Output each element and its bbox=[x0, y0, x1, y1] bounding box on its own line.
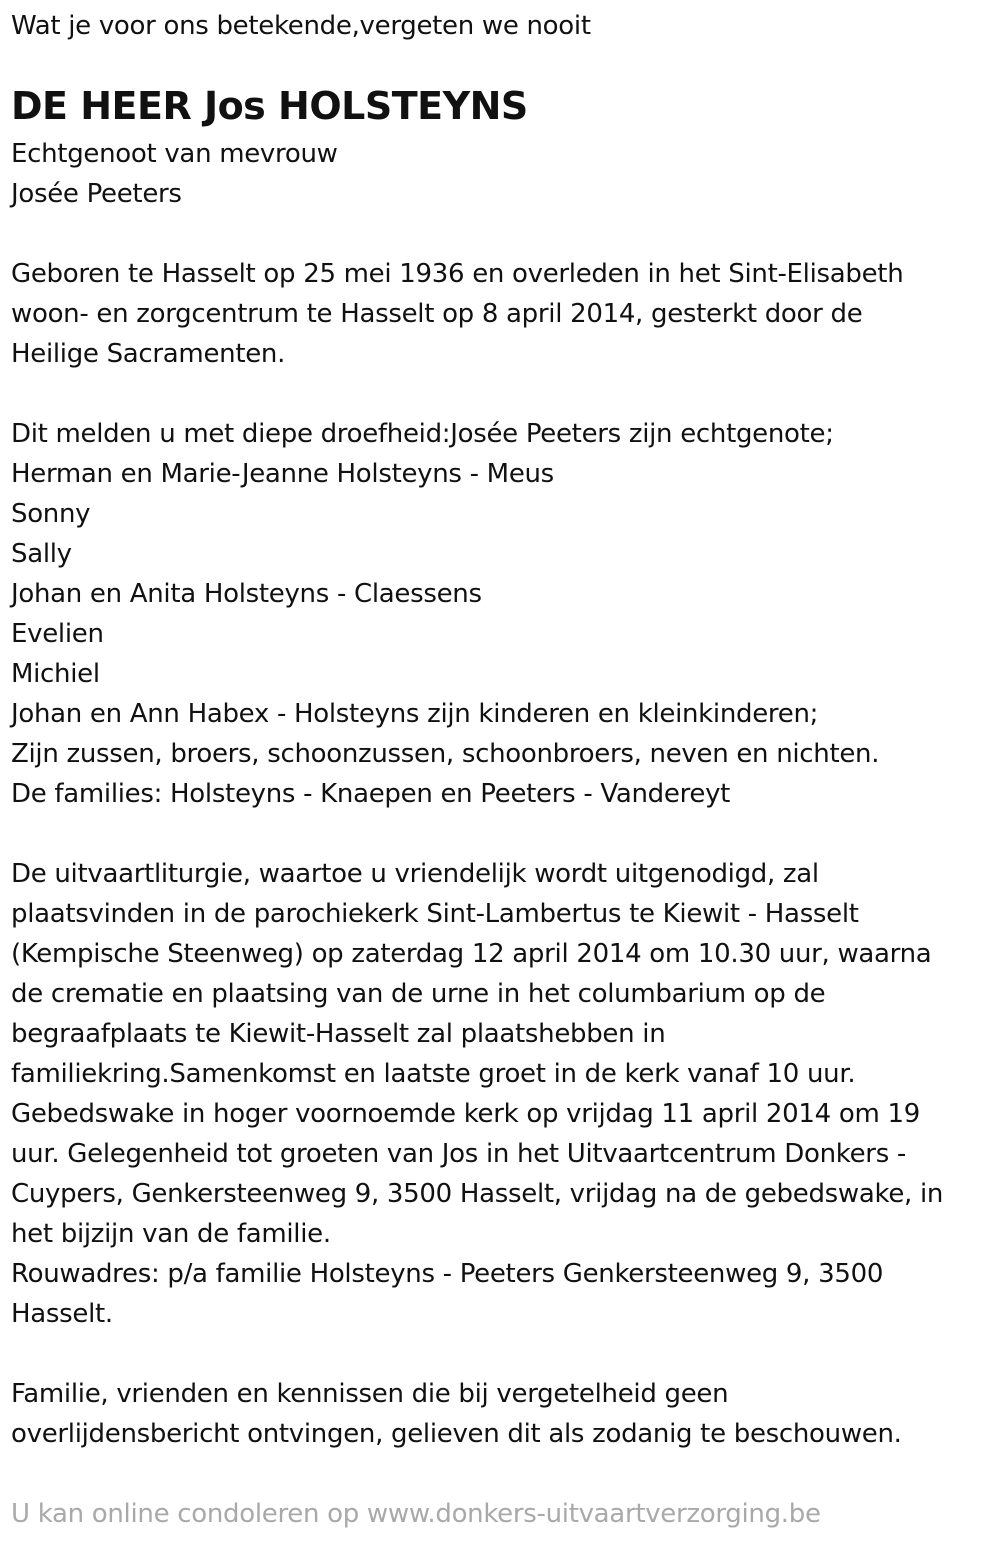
paragraph-line: Familie, vrienden en kennissen die bij vergetelheid geen bbox=[11, 1379, 729, 1409]
paragraph-line: overlijdensbericht ontvingen, gelieven dit als zodanig te beschouwen. bbox=[11, 1419, 902, 1449]
funeral-liturgy-paragraph bbox=[11, 854, 943, 1334]
family-line: Sonny bbox=[11, 499, 91, 529]
paragraph-line: Heilige Sacramenten. bbox=[11, 339, 286, 369]
family-line: Johan en Ann Habex - Holsteyns zijn kinderen en kleinkinderen; bbox=[11, 699, 819, 729]
mourning-address-line: Rouwadres: p/a familie Holsteyns - Peeters Genkersteenweg 9, 3500 bbox=[11, 1259, 884, 1289]
motto-line: Wat je voor ons betekende,vergeten we nooit bbox=[11, 11, 591, 41]
paragraph-line: Cuypers, Genkersteenweg 9, 3500 Hasselt, vrijdag na de gebedswake, in bbox=[11, 1179, 944, 1209]
paragraph-line: Geboren te Hasselt op 25 mei 1936 en overleden in het Sint-Elisabeth bbox=[11, 259, 904, 289]
closing-paragraph bbox=[11, 1374, 902, 1454]
family-line: Herman en Marie-Jeanne Holsteyns - Meus bbox=[11, 459, 554, 489]
paragraph-line: plaatsvinden in de parochiekerk Sint-Lambertus te Kiewit - Hasselt bbox=[11, 899, 859, 929]
paragraph-line: begraafplaats te Kiewit-Hasselt zal plaatshebben in bbox=[11, 1019, 666, 1049]
paragraph-line: familiekring.Samenkomst en laatste groet in de kerk vanaf 10 uur. bbox=[11, 1059, 856, 1089]
birth-death-paragraph bbox=[11, 254, 903, 374]
family-line: Sally bbox=[11, 539, 72, 569]
family-announcement bbox=[11, 414, 879, 814]
paragraph-line: (Kempische Steenweg) op zaterdag 12 april 2014 om 10.30 uur, waarna bbox=[11, 939, 932, 969]
spouse-line: Echtgenoot van mevrouw bbox=[11, 139, 338, 169]
family-line: Michiel bbox=[11, 659, 100, 689]
family-line: Evelien bbox=[11, 619, 104, 649]
spouse-block bbox=[11, 134, 338, 214]
paragraph-line: uur. Gelegenheid tot groeten van Jos in het Uitvaartcentrum Donkers - bbox=[11, 1139, 906, 1169]
paragraph-line: Gebedswake in hoger voornoemde kerk op vrijdag 11 april 2014 om 19 bbox=[11, 1099, 920, 1129]
deceased-name-heading: DE HEER Jos HOLSTEYNS bbox=[11, 84, 528, 128]
paragraph-line: De uitvaartliturgie, waartoe u vriendelijk wordt uitgenodigd, zal bbox=[11, 859, 819, 889]
family-line: De families: Holsteyns - Knaepen en Peeters - Vandereyt bbox=[11, 779, 731, 809]
online-condolence-note: U kan online condoleren op www.donkers-uitvaartverzorging.be bbox=[11, 1499, 821, 1529]
mourning-address-line: Hasselt. bbox=[11, 1299, 113, 1329]
paragraph-line: woon- en zorgcentrum te Hasselt op 8 april 2014, gesterkt door de bbox=[11, 299, 863, 329]
paragraph-line: het bijzijn van de familie. bbox=[11, 1219, 331, 1249]
paragraph-line: de crematie en plaatsing van de urne in het columbarium op de bbox=[11, 979, 826, 1009]
spouse-line: Josée Peeters bbox=[11, 179, 182, 209]
family-line: Johan en Anita Holsteyns - Claessens bbox=[11, 579, 482, 609]
family-line: Dit melden u met diepe droefheid:Josée Peeters zijn echtgenote; bbox=[11, 419, 834, 449]
family-line: Zijn zussen, broers, schoonzussen, schoonbroers, neven en nichten. bbox=[11, 739, 880, 769]
